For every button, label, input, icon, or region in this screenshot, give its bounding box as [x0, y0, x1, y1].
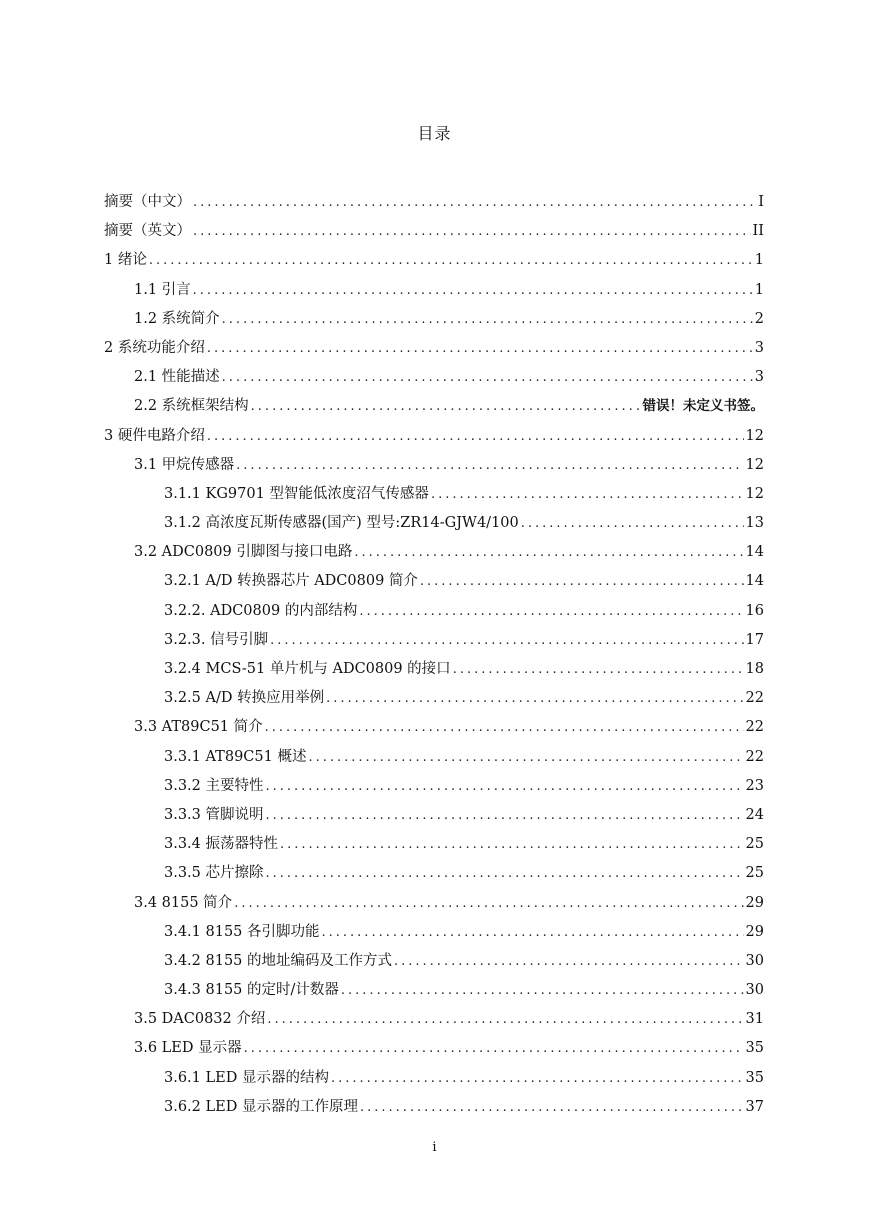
toc-entry[interactable] [104, 453, 764, 482]
toc-entry-label: 3.6.2 LED 显示器的工作原理 [164, 1098, 358, 1115]
toc-leader-dots [270, 633, 743, 648]
toc-leader-dots [149, 253, 753, 268]
toc-entry[interactable] [104, 248, 764, 277]
toc-entry[interactable] [104, 540, 764, 569]
toc-entry-label: 3.1 甲烷传感器 [134, 456, 235, 473]
toc-entry-label: 1.1 引言 [134, 281, 191, 298]
toc-entry-label: 3.3.2 主要特性 [164, 777, 264, 794]
toc-entry-label: 3.6 LED 显示器 [134, 1040, 242, 1057]
toc-entry[interactable] [104, 278, 764, 307]
toc-entry-page: 30 [745, 952, 764, 969]
page-number-footer: i [432, 1140, 437, 1155]
toc-entry-page: 25 [745, 865, 764, 882]
toc-entry-page: 29 [745, 894, 764, 911]
toc-entry-page: 12 [745, 456, 764, 473]
toc-entry-label: 3.2.1 A/D 转换器芯片 ADC0809 简介 [164, 573, 418, 590]
toc-entry-page: 14 [745, 544, 764, 561]
toc-entry-label: 3.2.3. 信号引脚 [164, 631, 269, 648]
toc-entry-page: 3 [754, 339, 764, 356]
toc-leader-dots [420, 574, 744, 589]
toc-entry-label: 3.2.4 MCS-51 单片机与 ADC0809 的接口 [164, 661, 451, 677]
toc-entry[interactable] [104, 1036, 764, 1065]
toc-entry-page: 22 [745, 690, 764, 707]
toc-leader-dots [236, 458, 743, 473]
toc-entry-page: 23 [745, 777, 764, 794]
toc-entry-label: 3.4.2 8155 的地址编码及工作方式 [164, 952, 393, 969]
toc-entry-page: 31 [745, 1011, 764, 1028]
toc-entry[interactable] [104, 657, 764, 686]
toc-entry[interactable] [104, 569, 764, 598]
toc-leader-dots [354, 545, 743, 560]
toc-entry-page: 30 [745, 982, 764, 999]
toc-entry[interactable] [104, 190, 764, 219]
toc-entry-label: 1 绪论 [104, 252, 147, 269]
toc-entry-label: 3.3.4 振荡器特性 [164, 836, 279, 853]
toc-entry[interactable] [104, 774, 764, 803]
toc-leader-dots [222, 312, 753, 327]
toc-leader-dots [322, 925, 744, 940]
toc-entry[interactable] [104, 1007, 764, 1036]
toc-entry[interactable] [104, 686, 764, 715]
toc-leader-dots [234, 896, 743, 911]
toc-entry-label: 3.6.1 LED 显示器的结构 [164, 1069, 329, 1086]
toc-entry[interactable] [104, 715, 764, 744]
toc-leader-dots [266, 808, 744, 823]
toc-entry-label: 2 系统功能介绍 [104, 339, 205, 356]
toc-leader-dots [266, 779, 744, 794]
toc-entry-label: 摘要（英文） [104, 223, 191, 240]
toc-entry-page: I [758, 194, 764, 210]
toc-entry[interactable] [104, 336, 764, 365]
toc-entry-page: 14 [745, 573, 764, 590]
toc-entry-label: 3.4.1 8155 各引脚功能 [164, 923, 320, 940]
toc-entry-label: 3.1.1 KG9701 型智能低浓度沼气传感器 [164, 485, 429, 502]
toc-entry[interactable] [104, 482, 764, 511]
toc-entry-page: 3 [754, 369, 764, 386]
toc-leader-dots [222, 370, 753, 385]
toc-leader-dots [267, 1012, 743, 1027]
toc-leader-dots [207, 341, 753, 356]
toc-entry-label: 3.3 AT89C51 简介 [134, 719, 263, 736]
toc-entry-page: II [752, 223, 764, 240]
toc-entry[interactable] [104, 365, 764, 394]
toc-entry-page: 2 [754, 310, 764, 327]
toc-entry-page: 1 [754, 252, 764, 269]
toc-entry-page: 12 [745, 427, 764, 444]
toc-leader-dots [193, 283, 753, 298]
toc-entry[interactable] [104, 511, 764, 540]
toc-entry-label: 3.3.5 芯片擦除 [164, 865, 264, 882]
toc-entry-label: 3.4.3 8155 的定时/计数器 [164, 982, 339, 999]
toc-entry-label: 3.3.1 AT89C51 概述 [164, 748, 307, 765]
toc-entry-page: 13 [745, 515, 764, 532]
toc-entry-page: 35 [745, 1069, 764, 1086]
toc-leader-dots [359, 604, 743, 619]
toc-leader-dots [326, 691, 743, 706]
toc-entry-page: 24 [745, 806, 764, 823]
toc-entry[interactable] [104, 219, 764, 248]
toc-leader-dots [266, 866, 744, 881]
toc-entry-page: 17 [745, 631, 764, 648]
toc-leader-dots [331, 1071, 744, 1086]
toc-entry-page: 18 [745, 661, 764, 677]
toc-entry-label: 3.2.5 A/D 转换应用举例 [164, 690, 325, 707]
toc-leader-dots [308, 750, 743, 765]
toc-entry-page: 25 [745, 836, 764, 853]
toc-entry-label: 2.2 系统框架结构 [134, 398, 249, 415]
page-title: 目录 [417, 124, 452, 143]
toc-entry[interactable] [104, 745, 764, 774]
toc-entry[interactable] [104, 307, 764, 336]
toc-entry[interactable] [104, 832, 764, 861]
toc-entry[interactable] [104, 949, 764, 978]
toc-entry-label: 3.2.2. ADC0809 的内部结构 [164, 602, 358, 619]
toc-entry[interactable] [104, 1095, 764, 1124]
toc-entry-label: 摘要（中文） [104, 194, 191, 210]
toc-entry[interactable] [104, 599, 764, 628]
toc-entry-label: 3.2 ADC0809 引脚图与接口电路 [134, 544, 353, 561]
toc-entry-label: 2.1 性能描述 [134, 369, 220, 386]
toc-entry-label: 3.4 8155 简介 [134, 894, 233, 911]
toc-leader-dots [431, 487, 744, 502]
toc-entry-label: 3.3.3 管脚说明 [164, 806, 264, 823]
toc-entry-page: 错误！未定义书签。 [642, 398, 764, 415]
toc-entry-label: 3.5 DAC0832 介绍 [134, 1011, 266, 1028]
toc-entry-page: 22 [745, 748, 764, 765]
toc-entry-page: 35 [745, 1040, 764, 1057]
toc-entry-label: 3.1.2 高浓度瓦斯传感器(国产) 型号:ZR14-GJW4/100 [164, 515, 519, 532]
toc-leader-dots [193, 224, 751, 239]
toc-entry-page: 12 [745, 485, 764, 502]
toc-entry[interactable] [104, 920, 764, 949]
toc-entry[interactable] [104, 424, 764, 453]
toc-entry-page: 16 [745, 602, 764, 619]
toc-entry[interactable] [104, 394, 764, 423]
toc-entry[interactable] [104, 861, 764, 890]
toc-entry[interactable] [104, 803, 764, 832]
toc-leader-dots [453, 662, 744, 677]
toc-entry[interactable] [104, 978, 764, 1007]
toc-entry-label: 3 硬件电路介绍 [104, 427, 205, 444]
toc-leader-dots [341, 983, 744, 998]
toc-entry-page: 22 [745, 719, 764, 736]
toc-entry-label: 1.2 系统简介 [134, 310, 220, 327]
toc-leader-dots [521, 516, 744, 531]
toc-leader-dots [251, 399, 641, 414]
toc-entry[interactable] [104, 628, 764, 657]
toc-leader-dots [280, 837, 744, 852]
toc-leader-dots [244, 1041, 744, 1056]
toc-entry[interactable] [104, 1066, 764, 1095]
toc-leader-dots [193, 195, 756, 210]
toc-leader-dots [360, 1100, 744, 1115]
toc-leader-dots [207, 429, 744, 444]
toc-entry-page: 1 [754, 281, 764, 298]
toc-entry-page: 29 [745, 923, 764, 940]
toc-entry[interactable] [104, 891, 764, 920]
toc-leader-dots [265, 720, 744, 735]
toc-leader-dots [394, 954, 744, 969]
table-of-contents [104, 190, 764, 1124]
toc-entry-page: 37 [745, 1098, 764, 1115]
